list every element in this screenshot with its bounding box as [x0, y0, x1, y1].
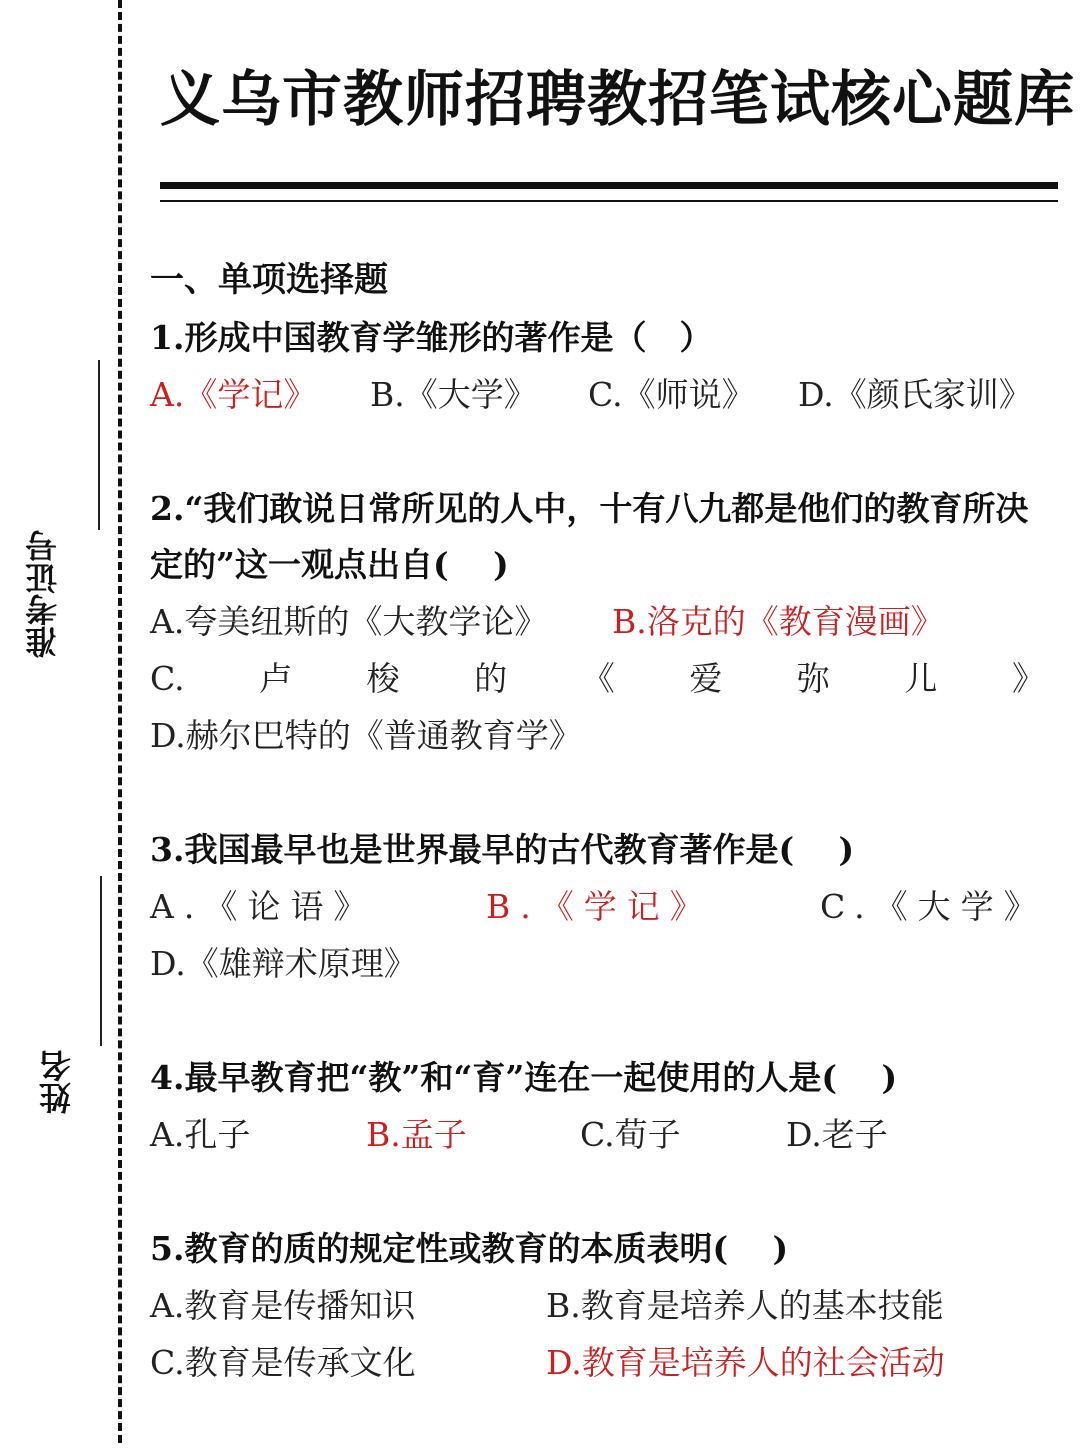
question-1	[150, 310, 1060, 423]
question-stem: 4.最早教育把“教”和“育”连在一起使用的人是( )	[150, 1058, 898, 1097]
option-c-glyph: C.	[150, 659, 185, 698]
option-c-glyph: 》	[1011, 659, 1045, 698]
question-stem: 3.我国最早也是世界最早的古代教育著作是( )	[150, 830, 855, 869]
title-rule-thin	[160, 200, 1058, 202]
section-heading: 一、单项选择题	[150, 260, 388, 300]
name-label: 姓名	[38, 1050, 76, 1114]
option-a: A.《论语》	[150, 887, 377, 926]
question-2	[150, 481, 1060, 764]
option-a: A.孔子	[150, 1115, 251, 1154]
question-4	[150, 1050, 1060, 1163]
option-c-glyph: 卢	[259, 659, 293, 698]
binding-dashed-line	[118, 0, 122, 1443]
option-c-glyph: 的	[474, 659, 508, 698]
option-b: B.教育是培养人的基本技能	[546, 1286, 944, 1325]
option-row	[150, 935, 1060, 992]
question-3	[150, 822, 1060, 992]
option-c-glyph: 《	[581, 659, 615, 698]
exam-id-write-line	[98, 360, 100, 530]
option-c: C.荀子	[580, 1115, 681, 1154]
option-row	[150, 593, 1060, 650]
name-write-line	[100, 876, 102, 1046]
option-b: B.孟子	[366, 1115, 467, 1154]
page-title: 义乌市教师招聘教招笔试核心题库	[160, 65, 1075, 135]
option-row	[150, 1106, 1060, 1163]
question-stem: 2.“我们敢说日常所见的人中，十有八九都是他们的教育所决定的”这一观点出自( )	[150, 489, 1029, 584]
option-c-glyph: 爱	[689, 659, 723, 698]
option-d: D.教育是培养人的社会活动	[546, 1343, 945, 1382]
option-d: D.《雄辩术原理》	[150, 944, 417, 983]
question-list	[150, 250, 1060, 1449]
option-c: C.教育是传承文化	[150, 1343, 416, 1382]
question-stem: 1.形成中国教育学雏形的著作是（ ）	[150, 318, 713, 357]
option-c: C.《师说》	[588, 375, 755, 414]
option-c-glyph: 弥	[796, 659, 830, 698]
question-5	[150, 1221, 1060, 1391]
option-d: D.老子	[786, 1115, 888, 1154]
exam-id-label: 准考证号	[24, 530, 62, 658]
question-stem: 5.教育的质的规定性或教育的本质表明( )	[150, 1229, 789, 1268]
option-c	[150, 650, 1045, 707]
option-c-glyph: 梭	[366, 659, 400, 698]
option-b: B.《大学》	[370, 375, 537, 414]
option-b: B.《学记》	[486, 887, 713, 926]
option-b: B.洛克的《教育漫画》	[612, 602, 944, 641]
option-a: A.夸美纽斯的《大教学论》	[150, 602, 548, 641]
option-row	[150, 707, 1060, 764]
option-row	[150, 1334, 1060, 1391]
option-c-glyph: 儿	[904, 659, 938, 698]
option-row	[150, 878, 1060, 935]
option-a: A.《学记》	[150, 375, 317, 414]
title-rule-thick	[160, 182, 1058, 189]
option-d: D.赫尔巴特的《普通教育学》	[150, 716, 582, 755]
option-a: A.教育是传播知识	[150, 1286, 416, 1325]
option-row	[150, 366, 1060, 423]
option-c: C.《大学》	[820, 887, 1047, 926]
option-row	[150, 1277, 1060, 1334]
option-d: D.《颜氏家训》	[798, 375, 1032, 414]
